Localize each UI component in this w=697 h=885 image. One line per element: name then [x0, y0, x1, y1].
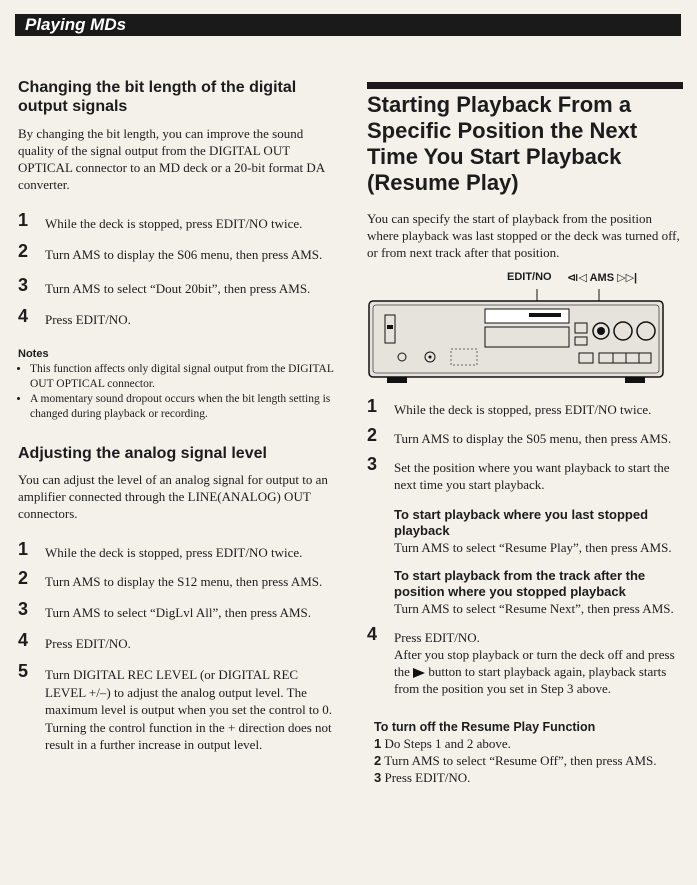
step-detail-b: button to start playback again, playback starts from the position you set in Step 3 above.: [394, 664, 667, 696]
resume-play-intro: You can specify the start of playback from the position where playback was last stopped or the deck was turned off, or from next track after that position.: [367, 211, 680, 260]
bit-length-heading: Changing the bit length of the digital output signals: [18, 79, 297, 115]
step-number: 3: [18, 275, 29, 295]
list-item: [374, 752, 683, 769]
step: [18, 275, 340, 297]
step: [18, 661, 340, 754]
step-number: 4: [18, 306, 29, 326]
note-item: • A momentary sound dropout occurs when the bit length setting is changed during playback or recording.: [30, 392, 340, 422]
step-text: Turn AMS to select “Dout 20bit”, then press AMS.: [45, 281, 311, 296]
step: [18, 630, 340, 652]
step-number: 1: [18, 210, 29, 230]
page-header-title: Playing MDs: [25, 15, 127, 34]
step: [367, 454, 683, 493]
list-item: [374, 735, 683, 752]
step-detail: [394, 646, 683, 697]
step: [367, 624, 683, 697]
md-deck-illustration: [367, 285, 667, 389]
step: [18, 210, 340, 232]
title-rule: [367, 82, 683, 89]
step: [367, 396, 683, 418]
option-text: Turn AMS to select “Resume Play”, then press AMS.: [394, 540, 672, 555]
item-number: 2: [374, 753, 382, 768]
turn-off-heading: To turn off the Resume Play Function: [374, 720, 596, 734]
edit-no-label: EDIT/NO: [507, 271, 552, 283]
option-heading: To start playback from the track after the position where you stopped playback: [394, 568, 646, 599]
option-heading: To start playback where you last stopped playback: [394, 507, 649, 538]
step-detail-a: After you stop playback or turn the deck off and press the: [394, 647, 675, 679]
step: [18, 599, 340, 621]
step: [18, 568, 340, 590]
note-item: • This function affects only digital signal output from the DIGITAL OUT OPTICAL connector.: [30, 362, 340, 392]
step-number: 1: [18, 539, 29, 559]
step-number: 5: [18, 661, 29, 681]
bit-length-intro: By changing the bit length, you can improve the sound quality of the signal output from the DIGITAL OUT OPTICAL connector to an MD deck or a 20-bit format DA converter.: [18, 126, 325, 192]
step-text: Turn AMS to display the S12 menu, then press AMS.: [45, 574, 323, 589]
step-number: 4: [367, 624, 378, 644]
step-text: Press EDIT/NO.: [45, 636, 131, 651]
analog-level-heading: Adjusting the analog signal level: [18, 445, 267, 462]
step-text: Turn AMS to display the S06 menu, then press AMS.: [45, 247, 323, 262]
step-number: 1: [367, 396, 378, 416]
list-item: [374, 769, 683, 786]
analog-level-intro: You can adjust the level of an analog signal for output to an amplifier connected through the LINE(ANALOG) OUT connectors.: [18, 472, 328, 521]
turn-off-resume: [374, 719, 683, 786]
ams-label: ⧏◁ AMS ▷▷|: [567, 272, 638, 284]
resume-play-title: Starting Playback From a Specific Position the Next Time You Start Playback (Resume Play): [367, 92, 638, 195]
left-column: [18, 78, 340, 754]
step-text: While the deck is stopped, press EDIT/NO twice.: [45, 545, 303, 560]
step: [18, 306, 340, 328]
resume-option-last-stopped: [394, 507, 683, 556]
deck-figure: [367, 271, 667, 389]
step-text: Press EDIT/NO.: [45, 312, 131, 327]
step-number: 2: [18, 568, 29, 588]
step-text: While the deck is stopped, press EDIT/NO twice.: [45, 216, 303, 231]
step: [18, 241, 340, 263]
notes: [18, 348, 340, 422]
step-number: 2: [18, 241, 29, 261]
item-number: 1: [374, 736, 382, 751]
item-text: Press EDIT/NO.: [384, 770, 471, 785]
step-number: 3: [367, 454, 378, 474]
play-icon: [413, 668, 425, 678]
step-text: While the deck is stopped, press EDIT/NO twice.: [394, 402, 652, 417]
step: [18, 539, 340, 561]
item-text: Turn AMS to select “Resume Off”, then press AMS.: [384, 753, 657, 768]
step-number: 2: [367, 425, 378, 445]
step-text: Turn AMS to display the S05 menu, then press AMS.: [394, 431, 672, 446]
resume-option-next-track: [394, 568, 683, 617]
notes-title: Notes: [18, 348, 49, 360]
step-number: 4: [18, 630, 29, 650]
item-text: Do Steps 1 and 2 above.: [384, 736, 511, 751]
step-number: 3: [18, 599, 29, 619]
page-header-bar: [15, 14, 681, 36]
step-text: Set the position where you want playback to start the next time you start playback.: [394, 460, 670, 492]
step-text: Press EDIT/NO.: [394, 630, 480, 645]
step-text: Turn AMS to select “DigLvl All”, then press AMS.: [45, 605, 312, 620]
item-number: 3: [374, 770, 382, 785]
step-text: Turn DIGITAL REC LEVEL (or DIGITAL REC LEVEL +/–) to adjust the analog output level. The maximum level is output when you set the control to 0. Turning the control function in the + direction does not result in a further increase in output level.: [45, 667, 333, 752]
step: [367, 425, 683, 447]
option-text: Turn AMS to select “Resume Next”, then press AMS.: [394, 601, 674, 616]
right-column: [367, 82, 683, 786]
